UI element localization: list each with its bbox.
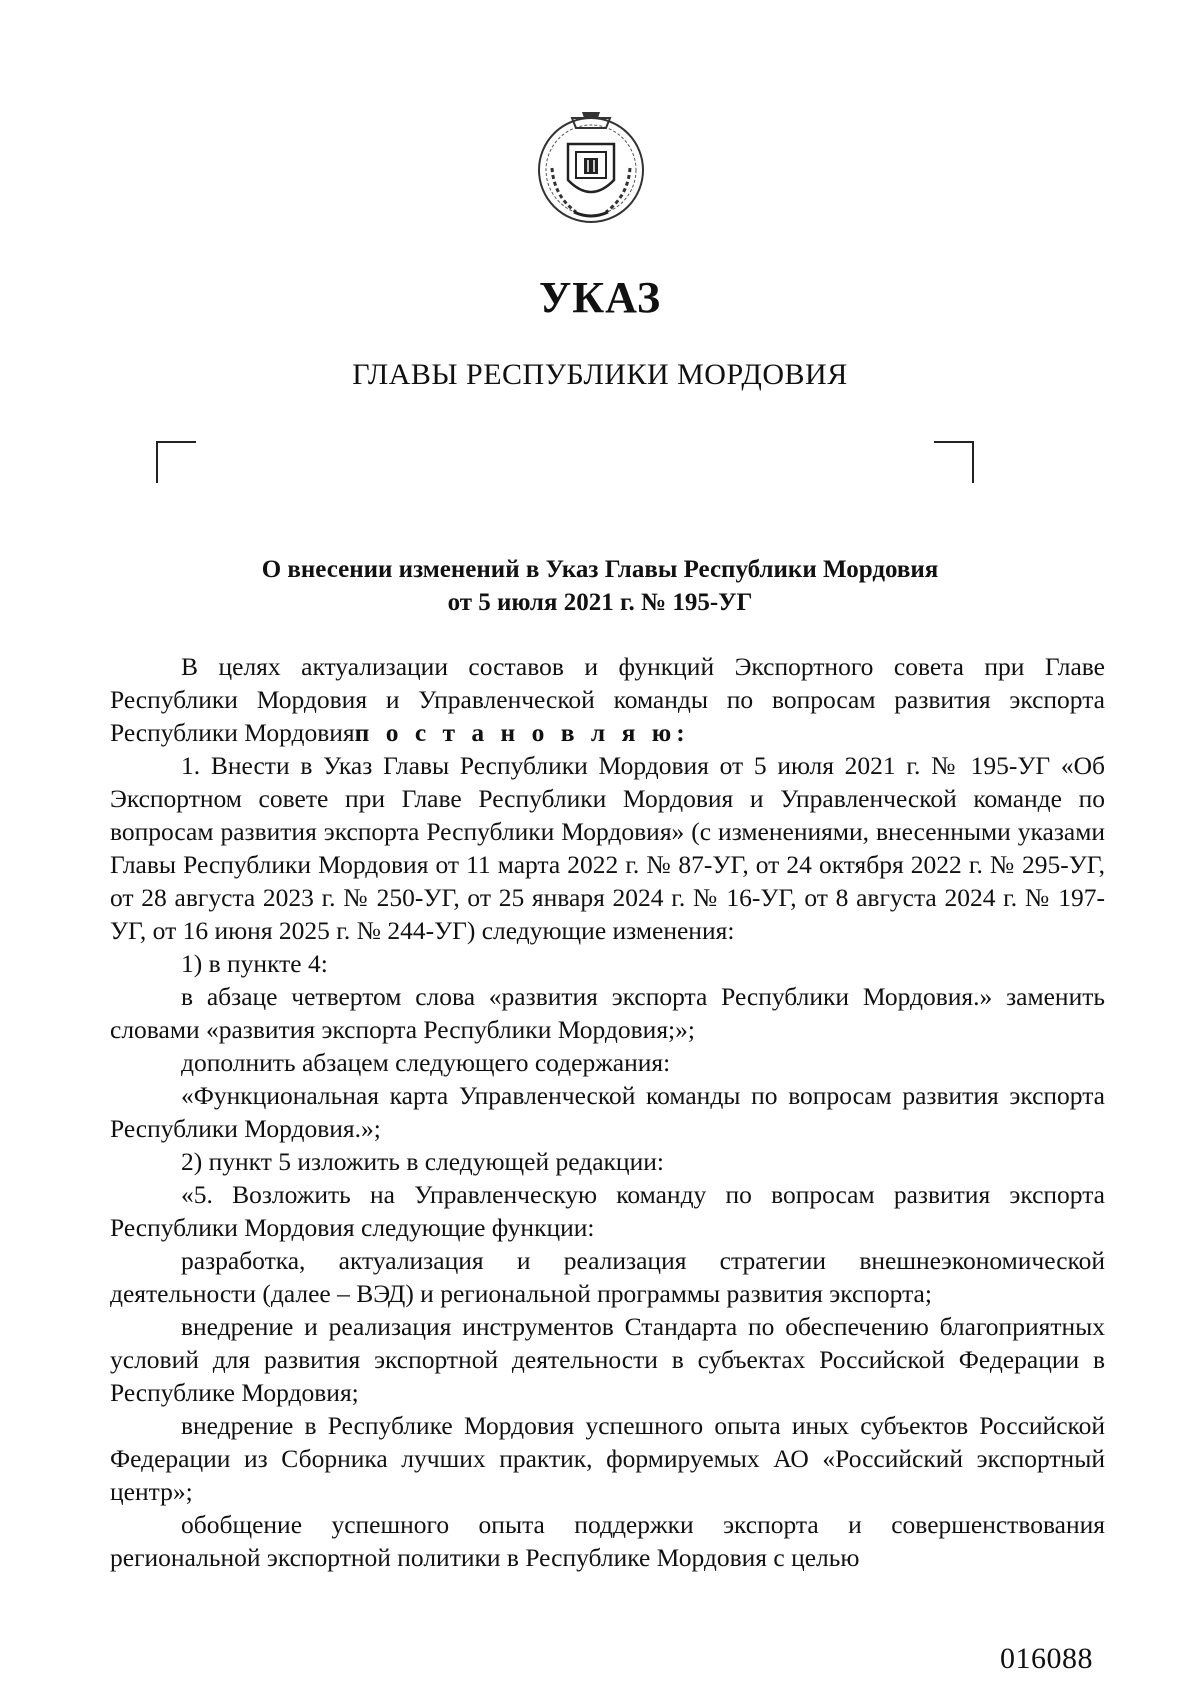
preamble-paragraph [110, 650, 1105, 749]
paragraph-7: «5. Возложить на Управленческую команду по вопросам развития экспорта Республики Мордовия следующие функции: [110, 1180, 1105, 1242]
decree-heading-line-1: О внесении изменений в Указ Главы Республики Мордовия [261, 556, 939, 583]
preamble-text: В целях актуализации составов и функций Экспортного совета при Главе Республики Мордовия и Управленческой команды по вопросам развития экспорта Республики Мордовия [110, 652, 1105, 747]
decree-heading-line-2: от 5 июля 2021 г. № 195-УГ [447, 589, 753, 616]
paragraph-4: дополнить абзацем следующего содержания: [181, 1048, 671, 1077]
paragraph-5: «Функциональная карта Управленческой команды по вопросам развития экспорта Республики Мордовия.»; [110, 1081, 1105, 1143]
document-title: УКАЗ [538, 273, 662, 322]
paragraph-9: внедрение и реализация инструментов Стандарта по обеспечению благоприятных условий для развития экспортной деятельности в субъектах Российской Федерации в Республике Мордовия; [110, 1312, 1105, 1407]
paragraph-1: 1. Внести в Указ Главы Республики Мордовия от 5 июля 2021 г. № 195-УГ «Об Экспортном совете при Главе Республики Мордовия и Управленческой команде по вопросам развития экспорта Республики Мордовия» (с изменениями, внесенными указами Главы Республики Мордовия от 11 марта 2022 г. № 87-УГ, от 24 октября 2022 г. № 295-УГ, от 28 августа 2023 г. № 250-УГ, от 25 января 2024 г. № 16-УГ, от 8 августа 2024 г. № 197-УГ, от 16 июня 2025 г. № 244-УГ) следующие изменения: [110, 751, 1105, 945]
decree-heading [0, 553, 1200, 619]
paragraph-6: 2) пункт 5 изложить в следующей редакции: [181, 1147, 664, 1176]
decree-body [110, 650, 1105, 1574]
decree-keyword: п о с т а н о в л я ю: [354, 718, 690, 747]
coat-of-arms-emblem-icon [532, 108, 650, 226]
paragraph-11: обобщение успешного опыта поддержки экспорта и совершенствования региональной экспортной политики в Республике Мордовия с целью [110, 1510, 1105, 1572]
paragraph-8: разработка, актуализация и реализация стратегии внешнеэкономической деятельности (далее – ВЭД) и региональной программы развития экспорта; [110, 1246, 1105, 1308]
right-corner-mark [934, 441, 974, 483]
left-corner-mark [156, 441, 196, 483]
paragraph-2: 1) в пункте 4: [181, 949, 328, 978]
paragraph-10: внедрение в Республике Мордовия успешного опыта иных субъектов Российской Федерации из Сборника лучших практик, формируемых АО «Российский экспортный центр»; [110, 1411, 1105, 1506]
paragraph-3: в абзаце четвертом слова «развития экспорта Республики Мордовия.» заменить словами «развития экспорта Республики Мордовия;»; [110, 982, 1105, 1044]
document-subtitle: ГЛАВЫ РЕСПУБЛИКИ МОРДОВИЯ [352, 358, 848, 391]
page-serial-number: 016088 [1000, 1642, 1093, 1675]
